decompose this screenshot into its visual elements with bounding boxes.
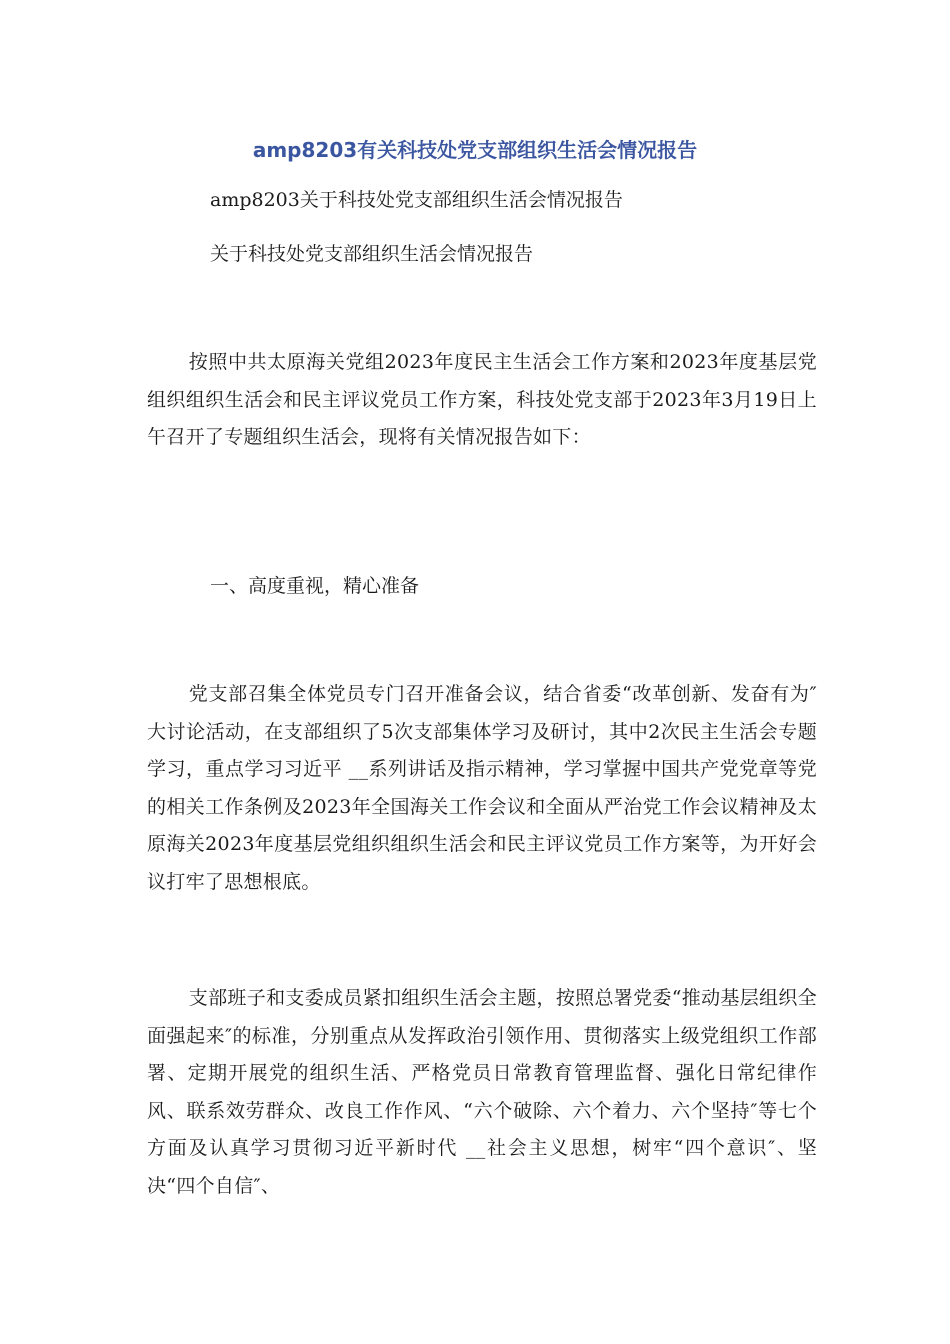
paragraph-topics: 支部班子和支委成员紧扣组织生活会主题，按照总署党委“推动基层组织全面强起来″的标准，分别重点从发挥政治引领作用、贯彻落实上级党组织工作部署、定期开展党的组织生活、严格党员日常教育管理监督、强化日常纪律作风、联系效劳群众、改良工作作风、“六个破除、六个着力、六个坚持″等七个方面及认真学习贯彻习近平新时代 __社会主义思想，树牢“四个意识″、坚决“四个自信″、: [147, 987, 817, 1197]
document-subtitle-2: 关于科技处党支部组织生活会情况报告: [210, 243, 534, 265]
paragraph-preparation: 党支部召集全体党员专门召开准备会议，结合省委“改革创新、发奋有为″大讨论活动，在支部组织了5次支部集体学习及研讨，其中2次民主生活会专题学习，重点学习习近平 __系列讲话及指示精神，学习掌握中国共产党党章等党的相关工作条例及2023年全国海关工作会议和全面从严治党工作会议精神及太原海关2023年度基层党组织组织生活会和民主评议党员工作方案等，为开好会议打牢了思想根底。: [147, 683, 817, 893]
document-title: amp8203有关科技处党支部组织生活会情况报告: [252, 138, 698, 162]
section-heading: 一、高度重视，精心准备: [210, 575, 420, 597]
document-subtitle-1: amp8203关于科技处党支部组织生活会情况报告: [210, 189, 623, 211]
paragraph-intro: 按照中共太原海关党组2023年度民主生活会工作方案和2023年度基层党组织组织生活会和民主评议党员工作方案，科技处党支部于2023年3月19日上午召开了专题组织生活会，现将有关情况报告如下：: [147, 351, 817, 448]
